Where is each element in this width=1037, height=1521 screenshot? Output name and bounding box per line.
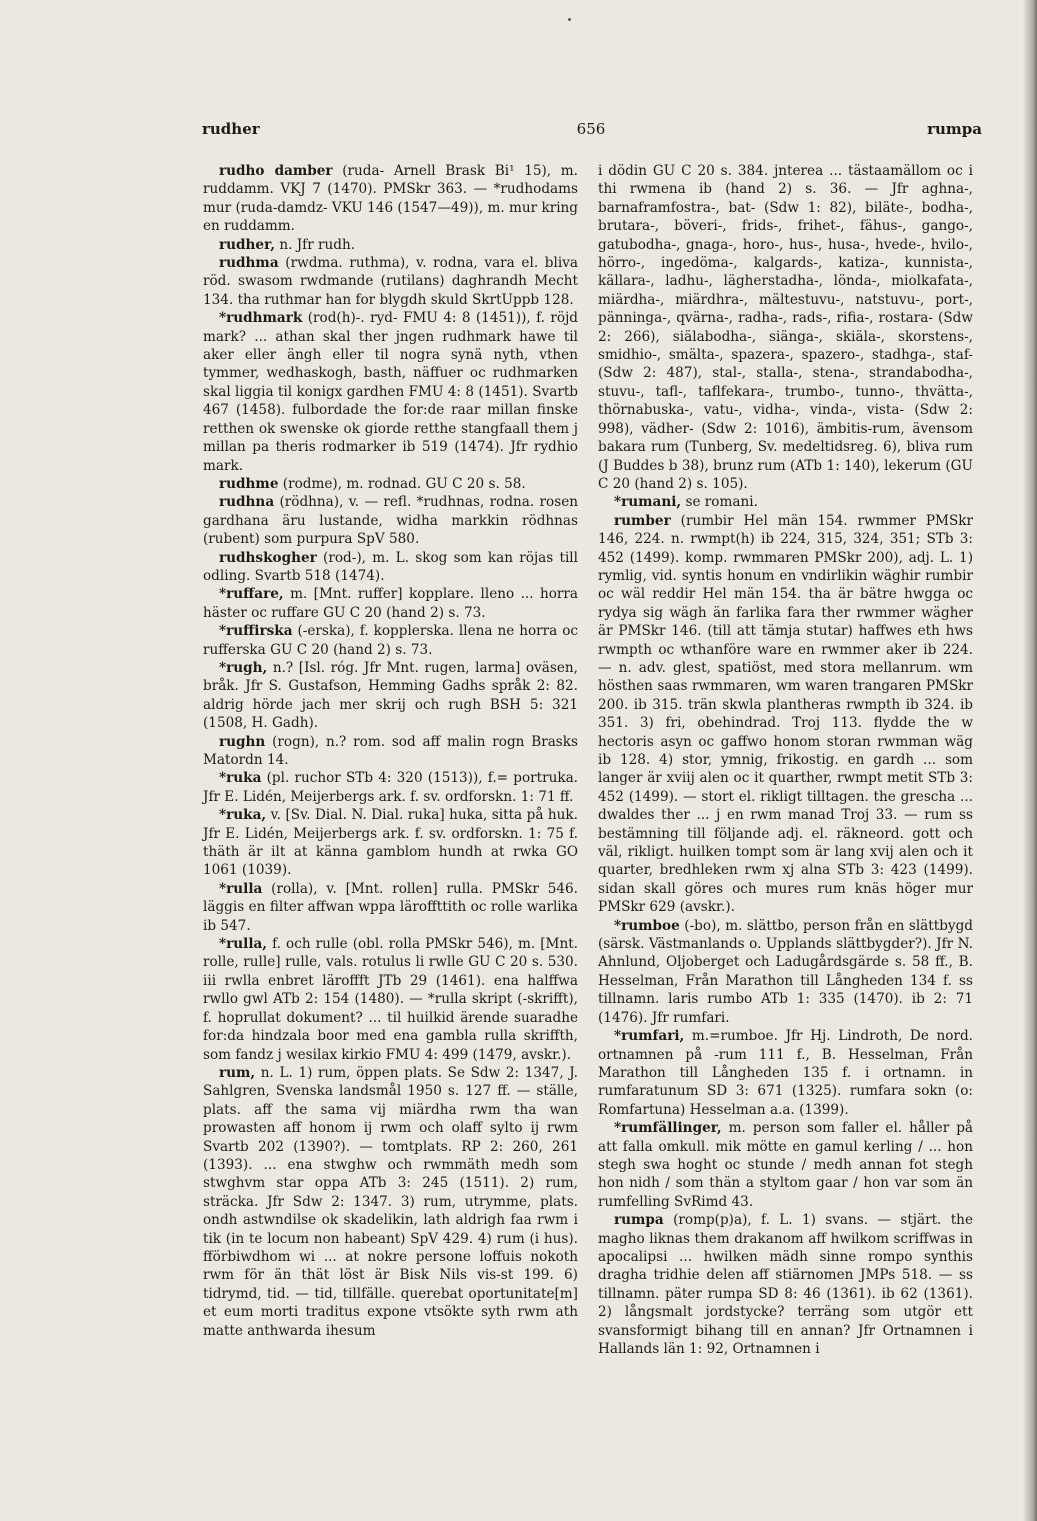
dictionary-entry xyxy=(203,162,578,236)
entry-text: (rödhna), v. — refl. *rudhnas, rodna. rosen gardhana äru lustande, widha markkin rödhnas (rubent) som purpura SpV 580. xyxy=(203,494,579,548)
dictionary-entry xyxy=(598,162,973,493)
dictionary-entry xyxy=(203,309,578,475)
page-edge-shadow xyxy=(1023,0,1037,1521)
entry-text: m.=rumboe. Jfr Hj. Lindroth, De nord. ortnamnen på -rum 111 f., B. Hesselman, Från Marathon till Långheden 135 f. i ortnamn. in rumfaratunum SD 3: 671 (1325). rumfara sokn (o: Romfartuna) Hesselman a.a. (1399). xyxy=(598,1028,973,1118)
dictionary-entry xyxy=(598,917,973,1027)
entry-headword: *rudhmark xyxy=(219,310,303,327)
entry-headword: rudher, xyxy=(219,236,275,253)
entry-text: (rwdma. ruthma), v. rodna, vara el. bliva röd. swasom rwdmande (rutilans) daghrandh Mecht 134. tha ruthmar han for blygdh skuld SkrtUppb 128. xyxy=(203,255,578,308)
entry-headword: *ruffirska xyxy=(219,623,293,640)
entry-headword: *rumfari, xyxy=(614,1028,685,1045)
entry-headword: rudhna xyxy=(219,494,275,511)
entry-text: (rolla), v. [Mnt. rollen] rulla. PMSkr 546. läggis en filter affwan wppa läroffttith oc rolle warlika ib 547. xyxy=(203,880,578,934)
entry-headword: *rumfällinger, xyxy=(614,1120,722,1137)
entry-text: (pl. ruchor STb 4: 320 (1513)), f.= portruka. Jfr E. Lidén, Meijerbergs ark. f. sv. ordforskn. 1: 71 ff. xyxy=(203,770,579,805)
entry-text: v. [Sv. Dial. N. Dial. ruka] huka, sitta på huk. Jfr E. Lidén, Meijerbergs ark. f. sv. ordforskn. 1: 75 f. thäth är ilt at känna gamblom hundh at rwka GO 1061 (1039). xyxy=(203,807,578,879)
dictionary-entry xyxy=(203,880,578,935)
dictionary-entry xyxy=(598,1119,973,1211)
entry-text: (rumbir Hel män 154. rwmmer PMSkr 146, 224. n. rwmpt(h) ib 224, 315, 324, 351; STb 3: 452 (1499). komp. rwmmaren PMSkr 200), adj. L. 1) rymlig, vid. syntis honum en vndirlikin wäghir rumbir oc wäl reddir Hel män 154. tha är bätre hwgga oc rydya sig wägh än farlika fara ther rwmmer wägher är PMSkr 146. (till att tämja stutar) haffwes eth hws rwmpth oc wthanföre ware en rwmmer aker ib 224. — n. adv. glest, spatiöst, med stora mellanrum. wm hösthen saas rwmmaren, wm waren trangaren PMSkr 200. ib 315. trän skwla plantheras rwmpth ib 324. ib 351. 3) fri, obehindrad. Troj 113. flydde the w hectoris asyn oc gaffwo honom storan rwmman wäg ib 128. 4) stor, ymnig, frikostig. en gardh ... som langer är xviij alen oc it quarther, rwmpt metit STb 3: 452 (1499). — stort el. rikligt tilltagen. the grescha ... dwaldes ther ... j en rwm manad Troj 33. — rum ss bestämning till följande adj. el. räkneord. gott och väl, rikligt. huilken tompt som är lang xvij alen och it quarter, bredhleken rwm xj alna STb 3: 423 (1499). sidan skall göres och mures rum knäs höger mur PMSkr 629 (avskr.). xyxy=(598,512,973,916)
left-guide-word: rudher xyxy=(202,120,260,138)
right-guide-word: rumpa xyxy=(927,120,982,138)
entry-headword: *rugh, xyxy=(219,659,268,676)
entry-headword: *rulla xyxy=(219,880,263,897)
entry-headword: *rumani, xyxy=(614,494,682,511)
entry-headword: *rulla, xyxy=(219,936,268,953)
dictionary-entry xyxy=(598,1211,973,1358)
running-head xyxy=(200,120,982,142)
dictionary-entry xyxy=(203,935,578,1064)
dictionary-entry xyxy=(598,1027,973,1119)
entry-text: m. [Mnt. ruffer] kopplare. lleno ... horra häster oc ruffare GU C 20 (hand 2) s. 73. xyxy=(203,586,578,621)
entry-headword: rudhme xyxy=(219,475,279,492)
entry-text: m. person som faller el. håller på att falla omkull. mik mötte en gamul kerling / ... hon stegh swa hoght oc stunde / medh annan fot stegh hon nidh / som thän a styltom gaar / hon var som än rumfelling SvRimd 43. xyxy=(598,1120,973,1210)
dictionary-entry xyxy=(203,493,578,548)
dictionary-entry xyxy=(203,585,578,622)
entry-headword: *ruffare, xyxy=(219,586,284,603)
entry-headword: rudhma xyxy=(219,255,279,272)
entry-headword: rughn xyxy=(219,733,266,750)
entry-text: (rogn), n.? rom. sod aff malin rogn Brasks Matordn 14. xyxy=(203,733,578,768)
entry-text: (rodme), m. rodnad. GU C 20 s. 58. xyxy=(282,475,526,492)
page-number: 656 xyxy=(576,120,606,138)
dictionary-entry xyxy=(203,806,578,880)
dictionary-entry xyxy=(203,733,578,770)
entry-text: (rod(h)-. ryd- FMU 4: 8 (1451)), f. röjd mark? ... athan skal ther jngen rudhmark hawe til aker eller ängh eller til nogra synä nyth, vthen tymmer, wedhaskogh, basth, näffuer oc rudhmarken skal liggia til konigx gardhen FMU 4: 8 (1451). Svartb 467 (1458). fulbordade the for:de raar millan finske retthen ok swenske ok giorde retthe stangfaall them j millan pa theris rodmarker ib 519 (1474). Jfr rydhio mark. xyxy=(203,310,578,474)
entry-text: n. L. 1) rum, öppen plats. Se Sdw 2: 1347, J. Sahlgren, Svenska landsmål 1950 s. 127 ff. — ställe, plats. aff the sama vij miärdha rwm tha wan prowasten aff honom ij rwm och olaff sylto ij rwm Svartb 202 (1390?). — tomtplats. RP 2: 260, 261 (1393). ... ena stwghw och rwmmäth medh som stwghvm star oppa ATb 3: 245 (1511). 2) rum, sträcka. Jfr Sdw 2: 1347. 3) rum, utrymme, plats. ondh astwndilse ok skadelikin, lath aldrigh faa rwm i tik (in te locum non habeant) SpV 429. 4) rum (i hus). fförbiwdhom wi ... at nokre persone loffuis nokoth rwm för än thät löst är Bisk Nils vis-st 199. 6) tidrymd, tid. — tid, tillfälle. querebat oportunitate[m] et eum morti traditus expone vtsökte syth rwm ath matte anthwarda ihesum xyxy=(203,1064,578,1339)
dictionary-entry xyxy=(203,622,578,659)
entry-text: (-erska), f. kopplerska. llena ne horra oc rufferska GU C 20 (hand 2) s. 73. xyxy=(203,623,578,658)
dictionary-entry xyxy=(203,769,578,806)
dictionary-entry xyxy=(203,549,578,586)
entry-headword: *ruka, xyxy=(219,807,267,824)
dictionary-entry xyxy=(598,512,973,917)
entry-text: f. och rulle (obl. rolla PMSkr 546), m. [Mnt. rolle, rulle] rulle, vals. rotulus li rwlle GU C 20 s. 530. iii rwlla enbret läroffft JTb 29 (1461). ena halffwa rwllo gwl ATb 2: 154 (1480). — *rulla skript (-skrifft), f. hoprullat dokument? ... til huilkid ärende suaradhe for:da hindzala boor med ena gambla rulla skriffth, som fandz j wesilax kirkio FMU 4: 499 (1479, avskr.). xyxy=(203,936,578,1063)
left-column xyxy=(203,162,578,1340)
entry-headword: rumpa xyxy=(614,1212,664,1229)
entry-headword: rum, xyxy=(219,1064,256,1081)
entry-headword: rudhskogher xyxy=(219,549,317,566)
entry-headword: *ruka xyxy=(219,770,262,787)
entry-headword: rumber xyxy=(614,512,671,529)
entry-text: n.? [Isl. róg. Jfr Mnt. rugen, larma] oväsen, bråk. Jfr S. Gustafson, Hemming Gadhs språk 2: 82. aldrig hörde jach mer skrij och rugh BSH 5: 321 (1508, H. Gadh). xyxy=(203,659,578,732)
entry-text: (ruda- Arnell Brask Bi¹ 15), m. ruddamm. VKJ 7 (1470). PMSkr 363. — *rudhodams mur (ruda-damdz- VKU 146 (1547—49)), m. mur kring en ruddamm. xyxy=(203,163,579,235)
entry-text: (rod-), m. L. skog som kan röjas till odling. Svartb 518 (1474). xyxy=(203,549,578,584)
dictionary-entry xyxy=(203,659,578,733)
entry-text: se romani. xyxy=(685,494,758,511)
dictionary-entry xyxy=(203,1064,578,1340)
right-column xyxy=(598,162,973,1358)
dictionary-entry xyxy=(203,236,578,254)
dictionary-entry xyxy=(203,254,578,309)
entry-headword: *rumboe xyxy=(614,917,680,934)
entry-text: (-bo), m. slättbo, person från en slättbygd (särsk. Västmanlands o. Upplands slättbygder?). Jfr N. Ahnlund, Oljoberget och Ladugårdsgärde s. 58 ff., B. Hesselman, Från Marathon till Långheden 134 f. ss tillnamn. laris rumbo ATb 1: 335 (1470). ib 2: 71 (1476). Jfr rumfari. xyxy=(598,917,973,1026)
entry-text: i dödin GU C 20 s. 384. jnterea ... tästaamällom oc i thi rwmena ib (hand 2) s. 36. — Jfr aghna-, barnaframfostra-, bat- (Sdw 1: 82), biläte-, bodha-, brutara-, böveri-, frids-, frihet-, fähus-, gango-, gatubodha-, gnaga-, horo-, hus-, husa-, hvede-, hvilo-, hörro-, ingedöma-, kalgards-, katiza-, kunnista-, källara-, ladhu-, lägherstadha-, lönda-, miolkafata-, miärdha-, miärdhra-, mältestuvu-, natstuvu-, port-, pänninga-, qvärna-, radha-, rads-, rifia-, rostara- (Sdw 2: 266), siälabodha-, siänga-, skiäla-, skorstens-, smidhio-, smälta-, spazera-, spazero-, stadhga-, staf- (Sdw 2: 487), stal-, stalla-, stena-, strandabodha-, stuvu-, tafl-, taflfekara-, trumbo-, tunno-, thvätta-, thörnabuska-, vatu-, vidha-, vinda-, vista- (Sdw 2: 998), vädher- (Sdw 2: 1016), ämbitis-rum, ävensom bakara rum (Tunberg, Sv. medeltidsreg. 6), bliva rum (J Buddes b 38), brunz rum (ATb 1: 140), lekerum (GU C 20 (hand 2) s. 105). xyxy=(598,163,973,492)
dictionary-entry xyxy=(598,493,973,511)
entry-headword: rudho damber xyxy=(219,163,333,179)
entry-text: (romp(p)a), f. L. 1) svans. — stjärt. the magho liknas them drakanom aff hwilkom scriffwas in apocalipsi ... hwilken mädh sinne rompo synthis dragha tridhie delen aff stiärnomen JMPs 518. — ss tillnamn. päter rumpa SD 8: 46 (1361). ib 62 (1361). 2) långsmalt jordstycke? terräng som utgör ett svansformigt bihang till en annan? Jfr Ortnamnen i Hallands län 1: 92, Ortnamnen i xyxy=(598,1212,973,1357)
print-mark xyxy=(568,18,571,21)
entry-text: n. Jfr rudh. xyxy=(279,236,356,253)
dictionary-entry xyxy=(203,475,578,493)
